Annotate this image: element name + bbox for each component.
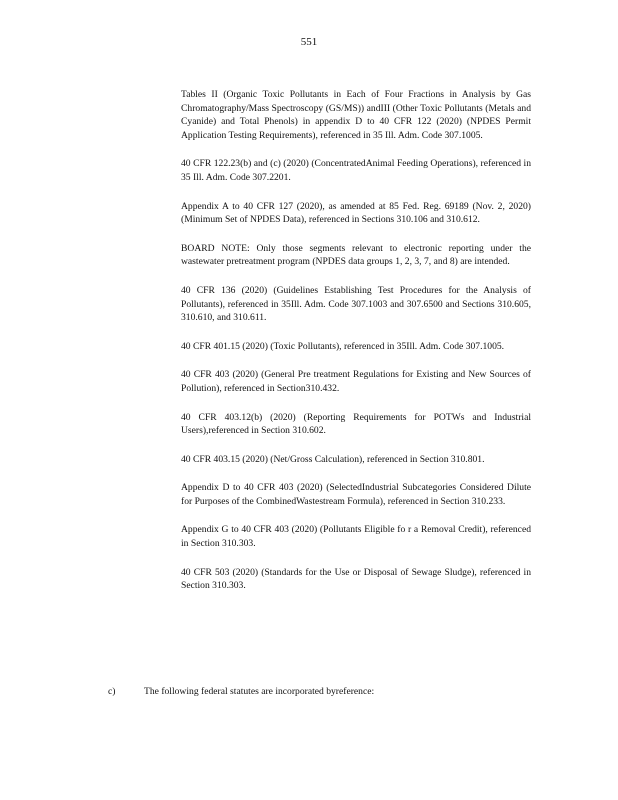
board-note: BOARD NOTE: Only those segments relevant to electronic reporting under the wastewater pretreatment program (NPDES data groups 1, 2, 3, 7, and 8) are intended. xyxy=(181,242,531,268)
page-number: 551 xyxy=(300,36,318,48)
reference-entry: 40 CFR 403 (2020) (General Pre treatment Regulations for Existing and New Sources of Pollution), referenced in Section310.432. xyxy=(181,369,531,394)
reference-entry: 40 CFR 122.23(b) and (c) (2020) (ConcentratedAnimal Feeding Operations), referenced in 35 Ill. Adm. Code 307.2201. xyxy=(181,158,531,183)
subsection-c xyxy=(108,685,528,698)
reference-entry: 40 CFR 401.15 (2020) (Toxic Pollutants), referenced in 35Ill. Adm. Code 307.1005. xyxy=(181,340,505,352)
reference-entry: Tables II (Organic Toxic Pollutants in Each of Four Fractions in Analysis by Gas Chromatography/Mass Spectroscopy (GS/MS)) andIII (Other Toxic Pollutants (Metals and Cyanide) and Total Phenols) in appendix D to 40 CFR 122 (2020) (NPDES Permit Application Testing Requirements), referenced in 35 Ill. Adm. Code 307.1005. xyxy=(181,89,531,141)
subsection-text: The following federal statutes are incorporated byreference: xyxy=(144,686,375,697)
reference-entry: 40 CFR 403.12(b) (2020) (Reporting Requirements for POTWs and Industrial Users),referenced in Section 310.602. xyxy=(181,411,531,437)
reference-entry: Appendix D to 40 CFR 403 (2020) (SelectedIndustrial Subcategories Considered Dilute for Purposes of the CombinedWastestream Formula), referenced in Section 310.233. xyxy=(181,482,531,507)
incorporated-references-list xyxy=(181,88,531,608)
reference-entry: Appendix G to 40 CFR 403 (2020) (Pollutants Eligible fo r a Removal Credit), referenced in Section 310.303. xyxy=(181,524,531,550)
subsection-marker: c) xyxy=(108,686,116,697)
reference-entry: 40 CFR 403.15 (2020) (Net/Gross Calculation), referenced in Section 310.801. xyxy=(181,453,485,465)
reference-entry: 40 CFR 136 (2020) (Guidelines Establishing Test Procedures for the Analysis of Pollutants), referenced in 35Ill. Adm. Code 307.1003 and 307.6500 and Sections 310.605, 310.610, and 310.611. xyxy=(181,284,531,324)
reference-entry: 40 CFR 503 (2020) (Standards for the Use or Disposal of Sewage Sludge), referenced in Section 310.303. xyxy=(181,566,531,592)
reference-entry: Appendix A to 40 CFR 127 (2020), as amended at 85 Fed. Reg. 69189 (Nov. 2, 2020) (Minimum Set of NPDES Data), referenced in Sections 310.106 and 310.612. xyxy=(181,200,531,226)
